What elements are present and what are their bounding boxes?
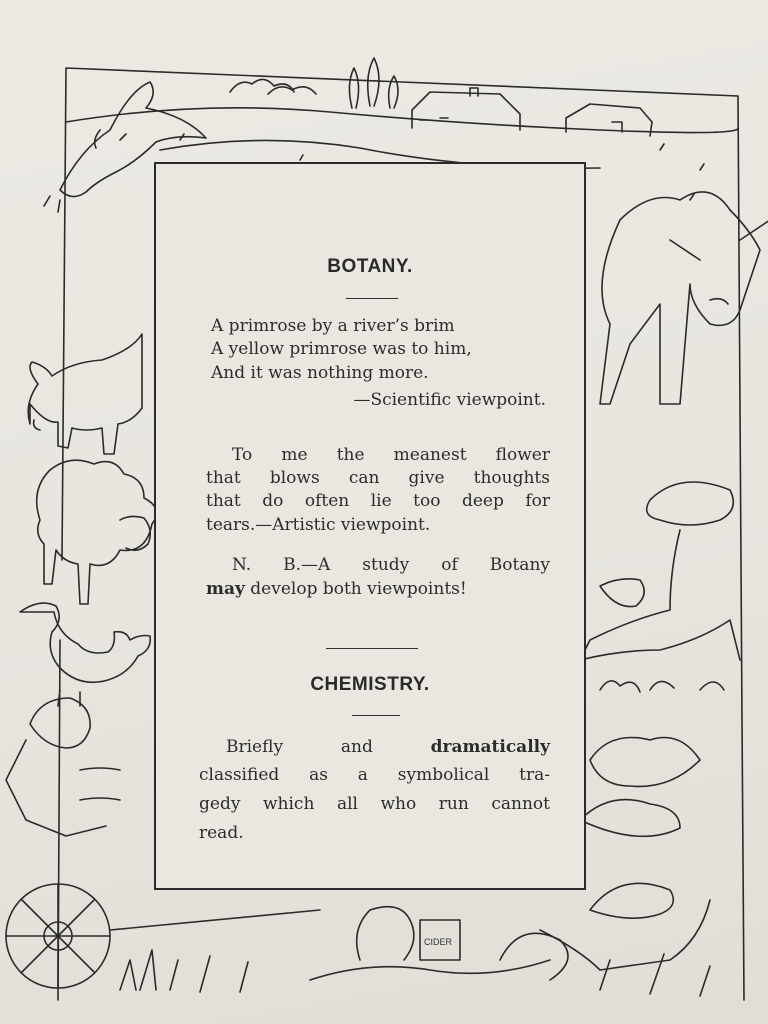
nota-bene-line-1: N. B.—A study of Botany [232,555,550,575]
chemistry-title: CHEMISTRY. [310,674,430,695]
resting-figure-illustration [120,883,710,996]
chemistry-line-3: gedy which all who run cannot [199,794,550,814]
chemistry-word-1: Briefly [226,737,284,757]
botany-paragraph-line-1: To me the meanest flower [232,445,550,465]
botany-paragraph-line-4: tears.—Artistic viewpoint. [206,515,431,535]
verse-attribution: —Scientific viewpoint. [353,390,546,410]
botany-paragraph-line-2: that blows can give thoughts [206,468,550,488]
bushes-illustration [580,681,724,836]
chemistry-emphasis: dramatically [430,737,550,757]
chemistry-word-2: and [340,737,373,757]
chemistry-line-1 [226,736,550,758]
pig-illustration [28,334,142,454]
nota-bene-line-2 [206,578,467,600]
botany-title-rule [346,298,398,299]
chemistry-line-4: read. [199,823,244,843]
rooster-illustration [20,603,150,706]
botany-title: BOTANY. [327,256,413,277]
lady-illustration [580,482,740,660]
nota-bene-rest: develop both viewpoints! [250,579,467,599]
verse-line-1: A primrose by a river’s brim [211,316,455,336]
botany-paragraph-line-3: that do often lie too deep for [206,491,550,511]
verse-line-2: A yellow primrose was to him, [211,339,472,359]
cider-barrel-label: CIDER [424,937,453,947]
nota-bene-emphasis: may [206,579,245,599]
section-divider [326,648,418,649]
bull-illustration [600,192,768,404]
chemistry-line-2: classified as a symbolical tra- [199,765,550,785]
farmhouse-icon [412,88,520,130]
text-panel [154,162,586,890]
sheep-illustration [37,460,157,604]
chemistry-title-rule [352,715,400,716]
verse-line-3: And it was nothing more. [211,363,429,383]
